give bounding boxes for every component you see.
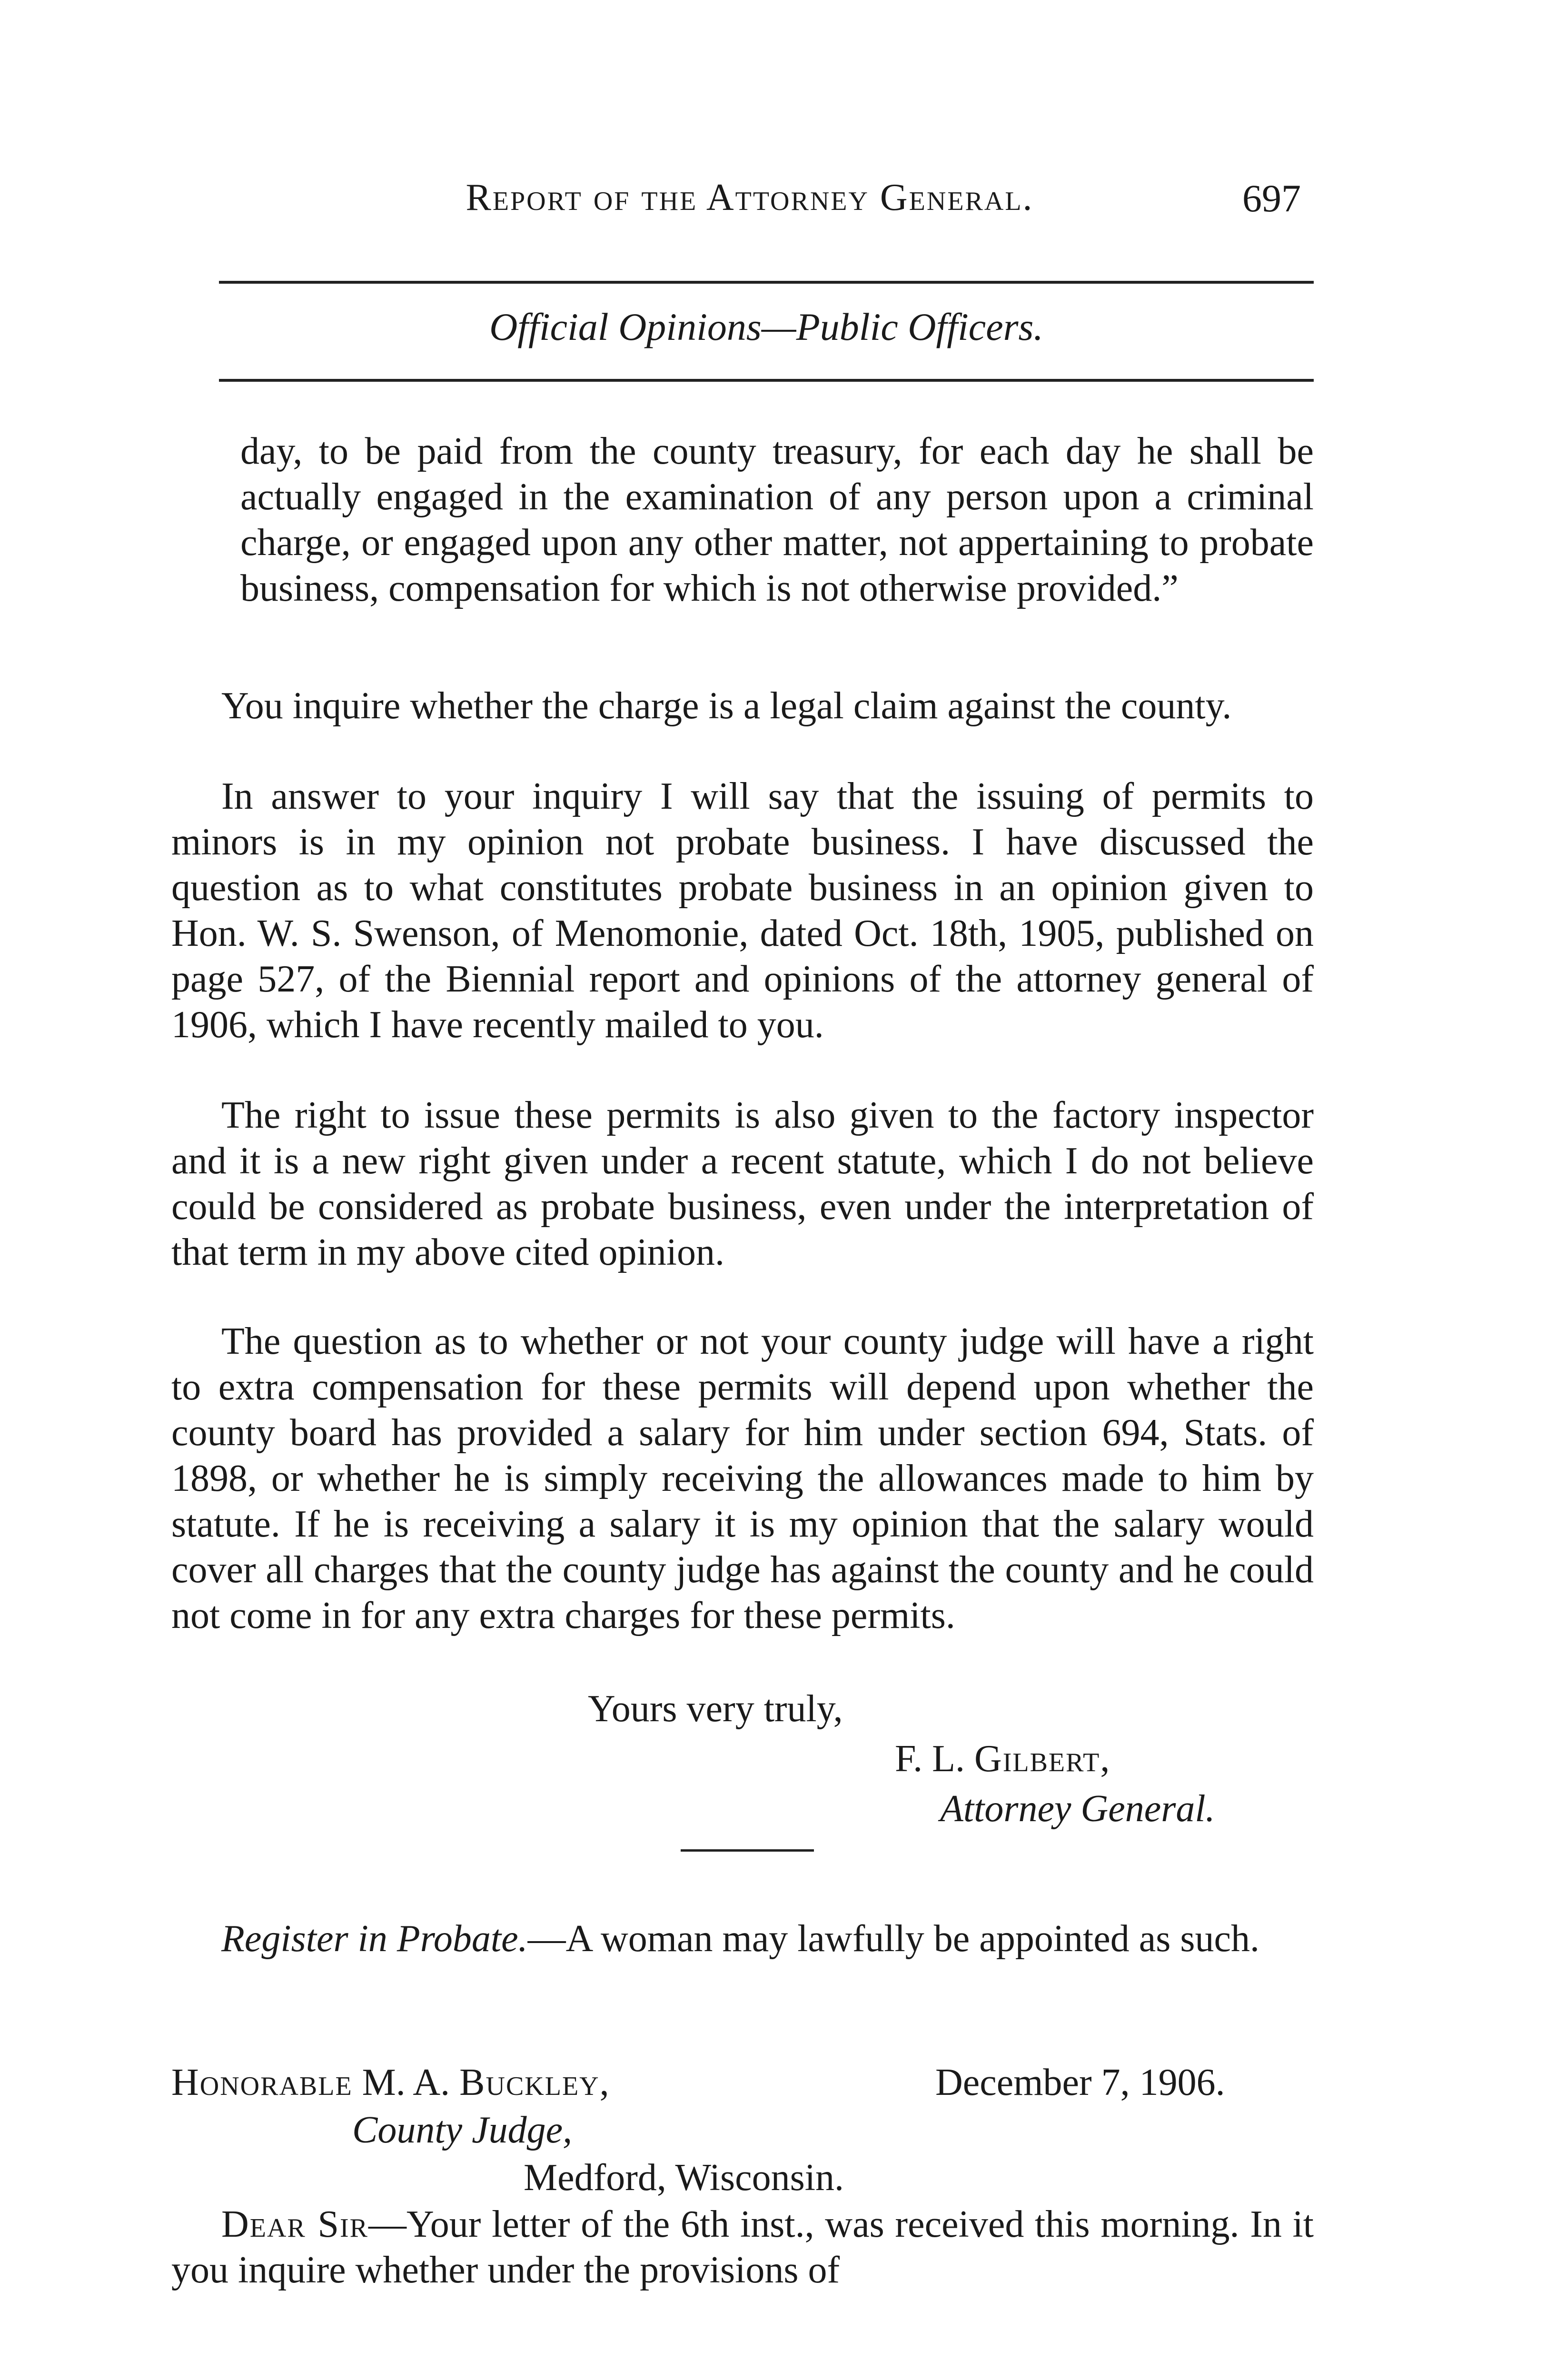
signature-title: Attorney General. [940,1788,1215,1830]
paragraph-compensation: The question as to whether or not your county judge will have a right to extra compensation for these permits will depend upon whether the county board has provided a salary for him under section 694, Stats. of 1898, or whether he is simply receiving the allowances made to him by statute. If he is receiving a salary it is my opinion that the salary would cover all charges that the county judge has against the county and he could not come in for any extra charges for these permits. [171,1320,1314,1636]
addressee-title: County Judge, [352,2109,573,2151]
addressee-honorific: Honorable [171,2062,353,2103]
letter-body [171,2202,1314,2293]
paragraph-inquiry: You inquire whether the charge is a legal claim against the county. [221,685,1232,727]
section-divider [681,1849,814,1852]
header-rule-bottom [219,379,1314,382]
headnote-title: Register in Probate. [221,1918,528,1960]
addressee-location: Medford, Wisconsin. [524,2157,844,2199]
addressee-name [171,2061,610,2104]
paragraph-answer: In answer to your inquiry I will say that the issuing of permits to minors is in my opinion not probate business. I have discussed the question as to what constitutes probate business in an opinion given to Hon. W. S. Swenson, of Menomonie, dated Oct. 18th, 1905, published on page 527, of the Biennial report and opinions of the attorney general of 1906, which I have recently mailed to you. [171,775,1314,1046]
signature-name [895,1737,1110,1781]
header-rule-top [219,281,1314,284]
addressee-initials: M. A. [362,2062,450,2103]
page-number: 697 [1242,177,1301,220]
signer-initials: F. L. [895,1738,965,1780]
signer-surname: Gilbert, [974,1738,1111,1780]
letter-closing: Yours very truly, [588,1688,843,1730]
paragraph-factory-inspector: The right to issue these permits is also given to the factory inspector and it is a new right given under a recent statute, which I do not believe could be considered as probate business, even under the interpretation of that term in my above cited opinion. [171,1094,1314,1273]
letter-date: December 7, 1906. [935,2062,1225,2103]
headnote-text: —A woman may lawfully be appointed as such. [527,1918,1260,1960]
addressee-surname: Buckley, [459,2062,610,2103]
running-head: Report of the Attorney General. [466,177,1034,218]
headnote [171,1916,1314,1962]
letter-text: —Your letter of the 6th inst., was received this morning. In it you inquire whether under the provisions of [171,2203,1314,2291]
quoted-statute-continuation: day, to be paid from the county treasury, for each day he shall be actually engaged in the examination of any person upon a criminal charge, or engaged upon any other matter, not appertaining to probate business, compensation for which is not otherwise provided.” [240,430,1314,609]
section-title: Official Opinions—Public Officers. [489,305,1043,348]
salutation: Dear Sir [221,2203,368,2245]
